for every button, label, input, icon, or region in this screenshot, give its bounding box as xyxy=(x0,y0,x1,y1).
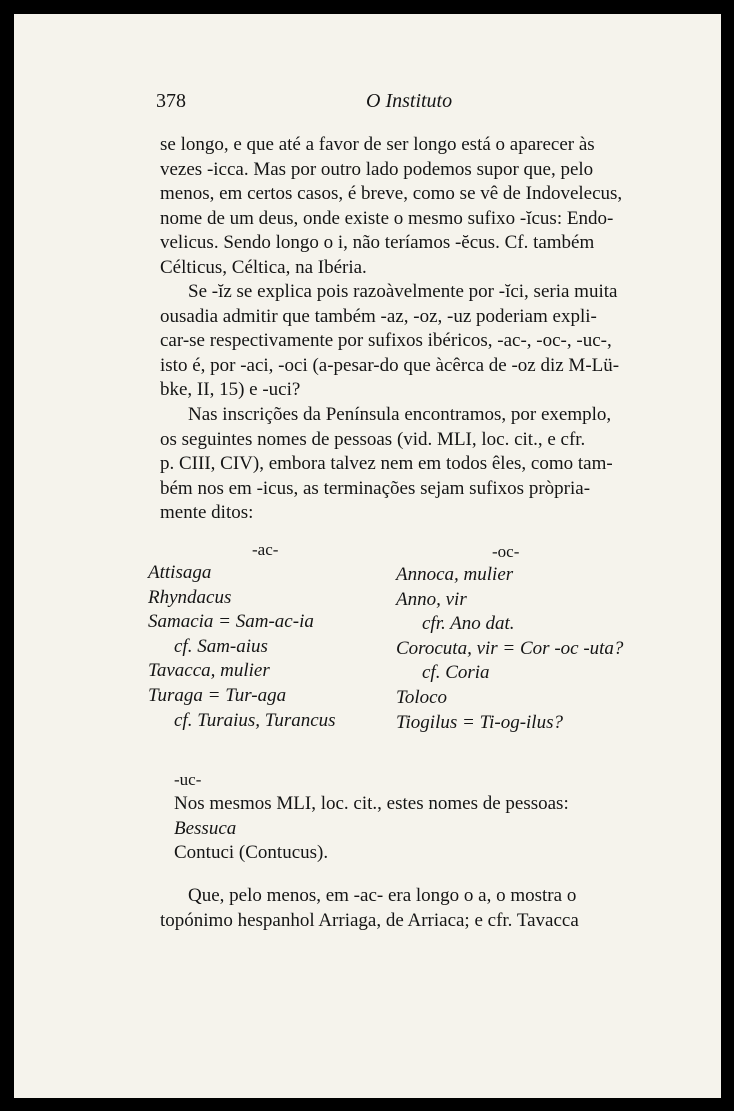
list-item: cf. Turaius, Turancus xyxy=(174,709,336,731)
list-item: Contuci (Contucus). xyxy=(174,842,329,864)
list-item: Toloco xyxy=(396,686,448,708)
text-line: bke, II, 15) e -uci? xyxy=(160,379,301,401)
column-heading-oc: -oc- xyxy=(492,542,520,561)
text-line: menos, em certos casos, é breve, como se vê de Indovelecus, xyxy=(160,183,623,205)
text-line: nome de um deus, onde existe o mesmo sufixo -ĭcus: Endo- xyxy=(160,207,614,229)
text-line: bém nos em -icus, as terminações sejam sufixos pròpria- xyxy=(160,477,591,499)
text-line: velicus. Sendo longo o i, não teríamos -ĕcus. Cf. também xyxy=(160,232,595,254)
paragraph-1 xyxy=(160,133,626,281)
list-item: Samacia = Sam-ac-ia xyxy=(148,611,314,633)
list-item: cfr. Ano dat. xyxy=(422,613,515,635)
text-line: se longo, e que até a favor de ser longo está o aparecer às xyxy=(160,134,595,155)
text-line: Que, pelo menos, em -ac- era longo o a, o mostra o xyxy=(188,885,577,906)
list-item: Bessuca xyxy=(174,817,237,839)
section-heading-uc: -uc- xyxy=(174,770,202,789)
paragraph-2 xyxy=(160,280,626,403)
list-item: Anno, vir xyxy=(396,588,467,610)
text-line: ousadia admitir que também -az, -oz, -uz poderiam expli- xyxy=(160,305,597,327)
text-line: Nas inscrições da Península encontramos, por exemplo, xyxy=(188,404,612,425)
list-item: Annoca, mulier xyxy=(396,564,514,585)
running-title: O Instituto xyxy=(366,90,453,112)
text-line: topónimo hespanhol Arriaga, de Arriaca; e cfr. Tavacca xyxy=(160,909,579,931)
column-oc xyxy=(396,563,623,735)
text-line: os seguintes nomes de pessoas (vid. MLI, loc. cit., e cfr. xyxy=(160,428,586,450)
paragraph-3 xyxy=(160,403,626,526)
column-ac xyxy=(148,561,336,733)
uc-section xyxy=(174,792,569,866)
list-item: Corocuta, vir = Cor -oc -uta? xyxy=(396,637,624,659)
list-item: Attisaga xyxy=(148,562,212,583)
text-line: Se -ĭz se explica pois razoàvelmente por -ĭci, seria muita xyxy=(188,281,618,302)
text-line: vezes -icca. Mas por outro lado podemos supor que, pelo xyxy=(160,158,594,180)
page-number: 378 xyxy=(156,90,186,112)
paragraph-4 xyxy=(160,884,626,933)
list-item: cf. Coria xyxy=(422,662,490,684)
text-line: Nos mesmos MLI, loc. cit., estes nomes de pessoas: xyxy=(174,793,569,814)
page xyxy=(14,14,721,1098)
text-line: p. CIII, CIV), embora talvez nem em todos êles, como tam- xyxy=(160,453,613,475)
list-item: Tavacca, mulier xyxy=(148,660,270,682)
list-item: cf. Sam-aius xyxy=(174,635,268,657)
list-item: Turaga = Tur-aga xyxy=(148,684,287,706)
text-line: mente ditos: xyxy=(160,502,254,524)
column-heading-ac: -ac- xyxy=(252,540,279,559)
text-line: isto é, por -aci, -oci (a-pesar-do que àcêrca de -oz diz M-Lü- xyxy=(160,354,620,376)
list-item: Tiogilus = Ti-og-ilus? xyxy=(396,711,563,733)
text-line: car-se respectivamente por sufixos ibéricos, -ac-, -oc-, -uc-, xyxy=(160,330,612,352)
list-item: Rhyndacus xyxy=(148,586,232,608)
text-line: Célticus, Céltica, na Ibéria. xyxy=(160,256,367,278)
